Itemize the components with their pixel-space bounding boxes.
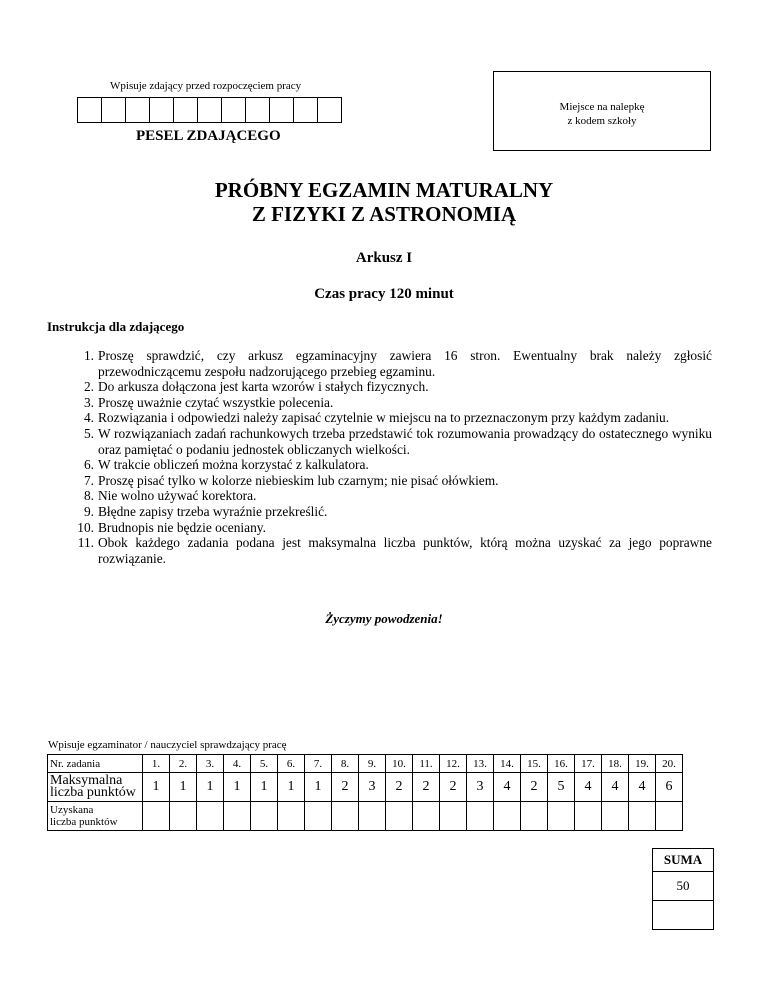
task-number-cell: 5. — [251, 755, 278, 773]
max-points-cell: 1 — [251, 773, 278, 802]
instruction-number: 6. — [83, 457, 94, 473]
max-points-header — [48, 773, 143, 802]
pesel-input[interactable] — [77, 97, 342, 123]
obtained-points-cell[interactable] — [494, 802, 521, 831]
obtained-points-cell[interactable] — [656, 802, 683, 831]
task-number-cell: 12. — [440, 755, 467, 773]
obtained-points-header-line2: liczba punktów — [50, 816, 118, 828]
instruction-number: 4. — [83, 410, 94, 426]
instruction-text: Brudnopis nie będzie oceniany. — [98, 519, 266, 535]
pesel-digit-box[interactable] — [150, 97, 174, 123]
obtained-points-cell[interactable] — [143, 802, 170, 831]
max-points-cell: 5 — [548, 773, 575, 802]
task-number-cell: 17. — [575, 755, 602, 773]
obtained-points-cell[interactable] — [305, 802, 332, 831]
instruction-item — [76, 488, 712, 504]
instruction-item — [76, 457, 712, 473]
instruction-item — [76, 410, 712, 426]
max-points-cell: 1 — [305, 773, 332, 802]
instruction-number: 7. — [83, 472, 94, 488]
pesel-digit-box[interactable] — [318, 97, 342, 123]
task-number-cell: 2. — [170, 755, 197, 773]
obtained-points-cell[interactable] — [251, 802, 278, 831]
exam-title — [0, 178, 768, 226]
instruction-number: 10. — [77, 519, 94, 535]
max-points-cell: 1 — [143, 773, 170, 802]
task-number-cell: 3. — [197, 755, 224, 773]
obtained-points-cell[interactable] — [575, 802, 602, 831]
instruction-number: 9. — [83, 503, 94, 519]
sum-table — [652, 848, 714, 930]
school-sticker-label-line2: z kodem szkoły — [567, 115, 637, 127]
pesel-digit-box[interactable] — [198, 97, 222, 123]
pesel-digit-box[interactable] — [294, 97, 318, 123]
instruction-item — [76, 504, 712, 520]
max-points-header-line2: liczba punktów — [50, 785, 136, 800]
task-number-cell: 7. — [305, 755, 332, 773]
max-points-cell: 4 — [602, 773, 629, 802]
score-table — [47, 754, 683, 831]
obtained-points-cell[interactable] — [170, 802, 197, 831]
task-number-cell: 8. — [332, 755, 359, 773]
obtained-points-cell[interactable] — [467, 802, 494, 831]
task-number-cell: 19. — [629, 755, 656, 773]
task-number-cell: 4. — [224, 755, 251, 773]
instruction-number: 2. — [83, 379, 94, 395]
task-number-cell: 1. — [143, 755, 170, 773]
exam-title-line2: Z FIZYKI Z ASTRONOMIĄ — [251, 202, 517, 226]
obtained-points-header-line1: Uzyskana — [50, 804, 94, 816]
instruction-item — [76, 520, 712, 536]
task-number-cell: 9. — [359, 755, 386, 773]
instruction-text: Do arkusza dołączona jest karta wzorów i stałych fizycznych. — [98, 379, 429, 395]
max-points-cell: 3 — [359, 773, 386, 802]
instruction-item — [76, 473, 712, 489]
obtained-points-cell[interactable] — [332, 802, 359, 831]
max-points-cell: 2 — [440, 773, 467, 802]
obtained-points-cell[interactable] — [521, 802, 548, 831]
max-points-cell: 2 — [521, 773, 548, 802]
obtained-points-cell[interactable] — [440, 802, 467, 831]
instruction-text: Proszę sprawdzić, czy arkusz egzaminacyjny zawiera 16 stron. Ewentualny brak należy zgłosić przewodniczącemu zespołu nadzorującego przebieg egzaminu. — [98, 348, 712, 379]
sum-obtained-cell[interactable] — [653, 901, 714, 930]
instruction-item — [76, 426, 712, 457]
instructions-heading: Instrukcja dla zdającego — [47, 319, 185, 334]
instructions-list — [76, 348, 712, 566]
task-number-cell: 11. — [413, 755, 440, 773]
instruction-number: 5. — [83, 425, 94, 441]
max-points-header-line1: Maksymalna — [50, 773, 123, 788]
instruction-item — [76, 535, 712, 566]
pesel-note: Wpisuje zdający przed rozpoczęciem pracy — [110, 80, 302, 92]
instruction-number: 1. — [83, 348, 94, 363]
obtained-points-cell[interactable] — [197, 802, 224, 831]
obtained-points-cell[interactable] — [413, 802, 440, 831]
pesel-digit-box[interactable] — [78, 97, 102, 123]
instruction-item — [76, 379, 712, 395]
instruction-item — [76, 348, 712, 379]
sheet-label: Arkusz I — [355, 250, 413, 266]
time-label: Czas pracy 120 minut — [314, 286, 454, 302]
sum-value: 50 — [653, 872, 714, 901]
examiner-note: Wpisuje egzaminator / nauczyciel sprawdzający pracę — [48, 739, 287, 751]
task-number-header: Nr. zadania — [48, 755, 143, 773]
max-points-cell: 1 — [170, 773, 197, 802]
max-points-cell: 1 — [224, 773, 251, 802]
exam-title-line1: PRÓBNY EGZAMIN MATURALNY — [214, 178, 554, 202]
instruction-number: 8. — [83, 488, 94, 504]
task-number-cell: 16. — [548, 755, 575, 773]
max-points-cell: 2 — [386, 773, 413, 802]
obtained-points-cell[interactable] — [359, 802, 386, 831]
max-points-cell: 1 — [278, 773, 305, 802]
instruction-number: 3. — [83, 394, 94, 410]
pesel-digit-box[interactable] — [126, 97, 150, 123]
obtained-points-cell[interactable] — [386, 802, 413, 831]
max-points-cell: 3 — [467, 773, 494, 802]
max-points-cell: 2 — [332, 773, 359, 802]
instruction-number: 11. — [77, 535, 94, 551]
task-number-cell: 14. — [494, 755, 521, 773]
pesel-digit-box[interactable] — [246, 97, 270, 123]
task-number-cell: 13. — [467, 755, 494, 773]
pesel-digit-box[interactable] — [270, 97, 294, 123]
obtained-points-cell[interactable] — [278, 802, 305, 831]
obtained-points-cell[interactable] — [548, 802, 575, 831]
max-points-cell: 4 — [575, 773, 602, 802]
task-number-cell: 6. — [278, 755, 305, 773]
pesel-digit-box[interactable] — [222, 97, 246, 123]
obtained-points-cell[interactable] — [224, 802, 251, 831]
instruction-text: W trakcie obliczeń można korzystać z kalkulatora. — [98, 457, 369, 473]
task-number-cell: 10. — [386, 755, 413, 773]
max-points-cell: 2 — [413, 773, 440, 802]
max-points-cell: 4 — [494, 773, 521, 802]
max-points-cell: 1 — [197, 773, 224, 802]
task-number-cell: 15. — [521, 755, 548, 773]
pesel-label: PESEL ZDAJĄCEGO — [136, 128, 281, 144]
sum-label: SUMA — [653, 849, 714, 872]
max-points-cell: 4 — [629, 773, 656, 802]
instruction-text: Proszę uważnie czytać wszystkie polecenia. — [98, 394, 334, 410]
instruction-text: W rozwiązaniach zadań rachunkowych trzeba przedstawić tok rozumowania prowadzący do ostatecznego wyniku oraz pamiętać o podaniu jednostek obliczanych wielkości. — [98, 425, 712, 457]
pesel-digit-box[interactable] — [102, 97, 126, 123]
good-luck-message: Życzymy powodzenia! — [325, 611, 443, 626]
obtained-points-cell[interactable] — [629, 802, 656, 831]
obtained-points-cell[interactable] — [602, 802, 629, 831]
task-number-cell: 18. — [602, 755, 629, 773]
instruction-text: Rozwiązania i odpowiedzi należy zapisać czytelnie w miejscu na to przeznaczonym przy każdym zadaniu. — [98, 410, 670, 426]
instruction-text: Proszę pisać tylko w kolorze niebieskim lub czarnym; nie pisać ołówkiem. — [98, 472, 499, 488]
task-number-cell: 20. — [656, 755, 683, 773]
pesel-digit-box[interactable] — [174, 97, 198, 123]
max-points-cell: 6 — [656, 773, 683, 802]
instruction-text: Błędne zapisy trzeba wyraźnie przekreślić. — [98, 503, 328, 519]
instruction-item — [76, 395, 712, 411]
school-sticker-label-line1: Miejsce na nalepkę — [559, 101, 645, 113]
obtained-points-header — [48, 802, 143, 831]
instruction-text: Nie wolno używać korektora. — [98, 488, 257, 504]
school-sticker-box — [493, 71, 711, 151]
instruction-text: Obok każdego zadania podana jest maksymalna liczba punktów, którą można uzyskać za jego poprawne rozwiązanie. — [98, 535, 712, 566]
